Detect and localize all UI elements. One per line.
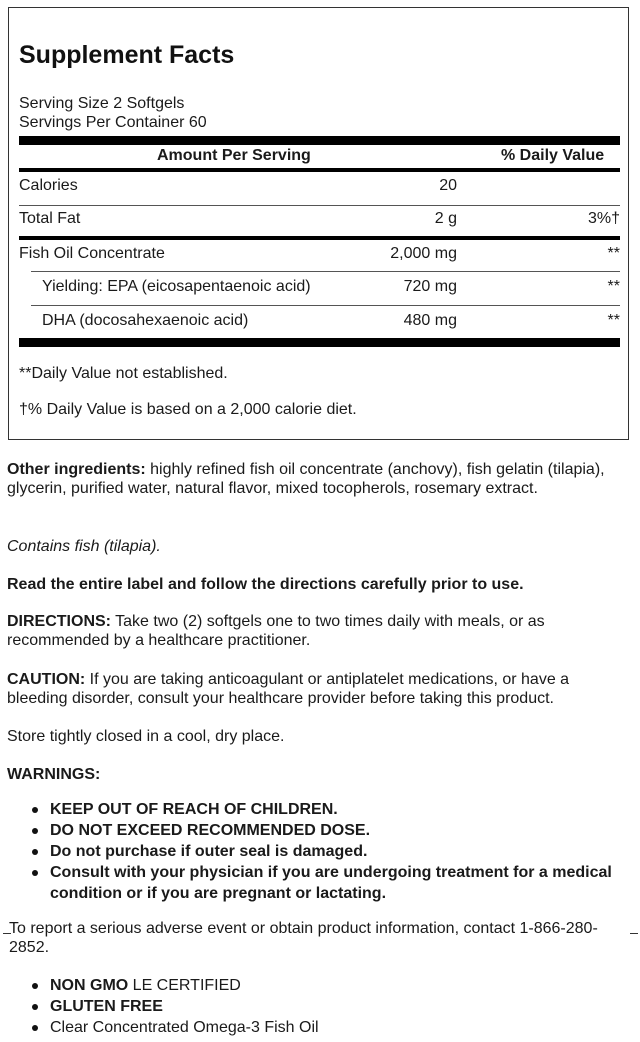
bullet-icon — [32, 870, 38, 876]
row-fish-oil-amount: 2,000 mg — [390, 245, 457, 262]
header-daily-value: % Daily Value — [501, 147, 605, 164]
warning-item: KEEP OUT OF REACH OF CHILDREN. — [28, 799, 613, 820]
read-label-notice: Read the entire label and follow the directions carefully prior to use. — [7, 576, 524, 593]
other-ingredients — [7, 460, 633, 498]
row-dha-amount: 480 mg — [403, 312, 457, 329]
thick-rule-mid — [19, 236, 620, 240]
row-dha-name: DHA (docosahexaenoic acid) — [42, 312, 249, 329]
bullet-icon — [32, 1025, 38, 1031]
contains-text: Contains fish (tilapia). — [7, 538, 161, 555]
other-ingredients-text: highly refined fish oil concentrate (anchovy), fish gelatin (tilapia), glycerin, purified water, natural flavor, mixed tocopherols, rosemary extract. — [7, 461, 605, 497]
directions-label: DIRECTIONS: — [7, 613, 111, 630]
feature-item: NON GMO LE CERTIFIED — [28, 975, 613, 996]
other-ingredients-label: Other ingredients: — [7, 461, 146, 478]
warning-item: Do not purchase if outer seal is damaged. — [28, 841, 613, 862]
bullet-icon — [32, 849, 38, 855]
features-list — [28, 975, 613, 1038]
bullet-icon — [32, 983, 38, 989]
divider — [31, 305, 620, 306]
caution-text: If you are taking anticoagulant or antiplatelet medications, or have a bleeding disorder, consult your healthcare provider before taking this product. — [7, 671, 570, 707]
storage: Store tightly closed in a cool, dry place. — [7, 728, 285, 745]
bullet-icon — [32, 1004, 38, 1010]
caution-label: CAUTION: — [7, 671, 86, 688]
divider — [19, 205, 620, 206]
row-total-fat-amount: 2 g — [434, 210, 457, 227]
serving-size: Serving Size 2 Softgels — [19, 95, 185, 112]
row-total-fat-dv: 3%† — [587, 210, 620, 227]
directions-text: Take two (2) softgels one to two times daily with meals, or as recommended by a healthcare practitioner. — [7, 613, 545, 649]
header-amount-per-serving: Amount Per Serving — [157, 147, 311, 164]
row-calories-amount: 20 — [439, 177, 457, 194]
report-contact: To report a serious adverse event or obtain product information, contact 1-866-280-2852. — [9, 920, 598, 956]
row-epa-name: Yielding: EPA (eicosapentaenoic acid) — [42, 278, 311, 295]
row-fish-oil-dv: ** — [607, 245, 620, 262]
thick-rule-bottom — [19, 338, 620, 347]
bullet-icon — [32, 807, 38, 813]
caution — [7, 670, 633, 708]
warnings-list — [28, 799, 613, 904]
row-epa-amount: 720 mg — [403, 278, 457, 295]
supplement-facts-panel — [8, 7, 629, 440]
row-calories-name: Calories — [19, 177, 78, 194]
facts-title: Supplement Facts — [19, 41, 235, 69]
feature-item: GLUTEN FREE — [28, 996, 613, 1017]
row-dha-dv: ** — [607, 312, 620, 329]
row-total-fat-name: Total Fat — [19, 210, 81, 227]
servings-per-container: Servings Per Container 60 — [19, 114, 207, 131]
thick-rule-top — [19, 136, 620, 145]
rule-under-header — [19, 168, 620, 172]
note-daily-value: **Daily Value not established. — [19, 365, 228, 382]
directions — [7, 612, 633, 650]
bullet-icon — [32, 828, 38, 834]
warning-item: Consult with your physician if you are undergoing treatment for a medical condition or if you are pregnant or lactating. — [28, 862, 613, 904]
warnings-heading: WARNINGS: — [7, 766, 101, 783]
row-fish-oil-name: Fish Oil Concentrate — [19, 245, 165, 262]
decorative-underline — [630, 933, 638, 934]
feature-item: Clear Concentrated Omega-3 Fish Oil — [28, 1017, 613, 1038]
contains-allergen — [7, 537, 633, 556]
row-epa-dv: ** — [607, 278, 620, 295]
divider — [31, 271, 620, 272]
note-calorie-diet: †% Daily Value is based on a 2,000 calorie diet. — [19, 401, 357, 418]
warning-item: DO NOT EXCEED RECOMMENDED DOSE. — [28, 820, 613, 841]
